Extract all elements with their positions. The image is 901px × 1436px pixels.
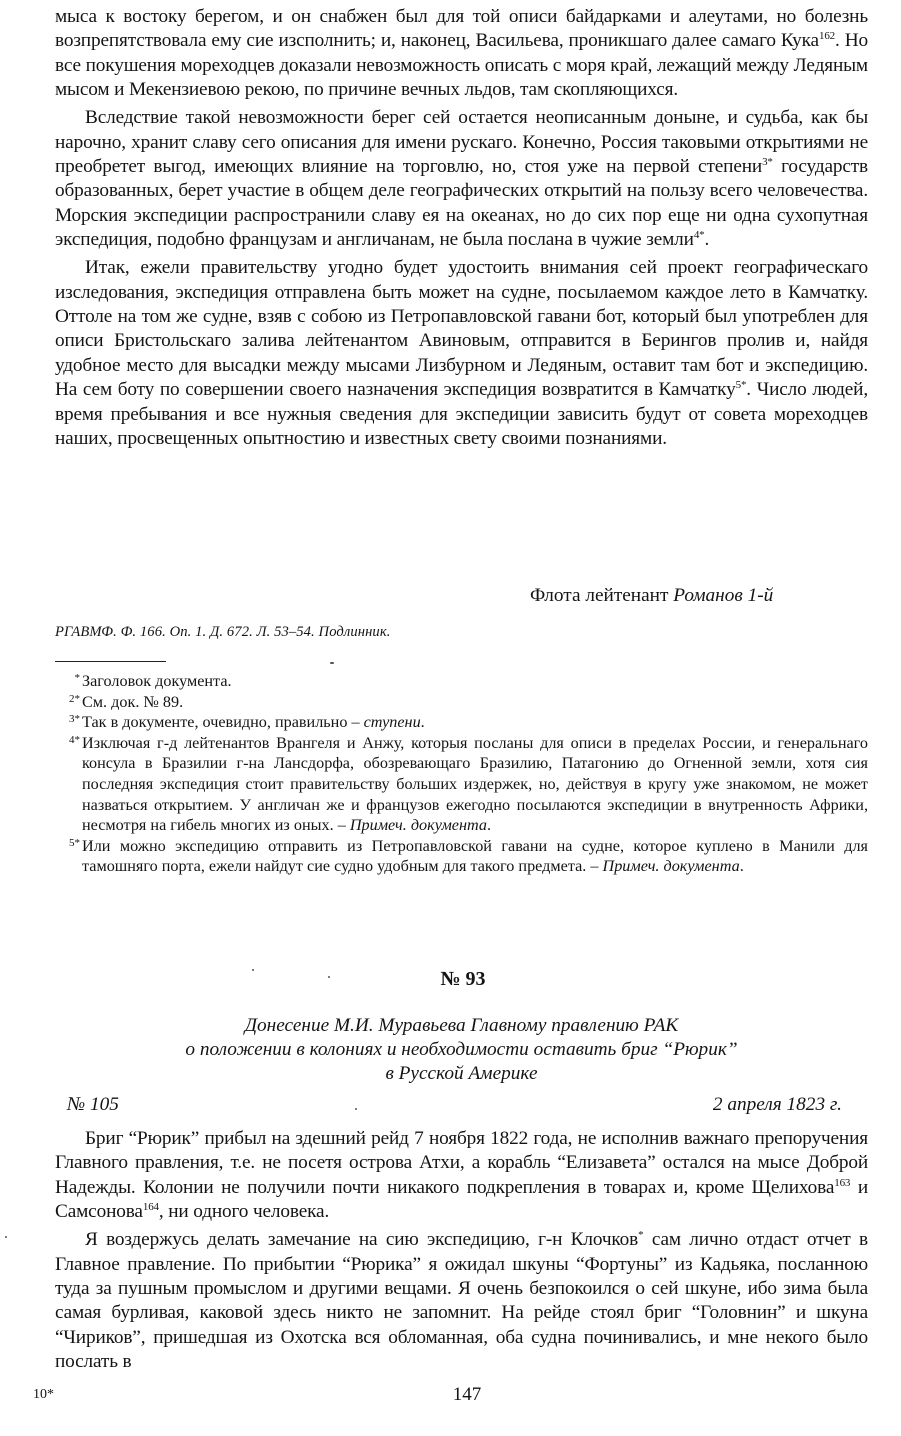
footnote <box>55 733 868 836</box>
footnote <box>55 692 868 713</box>
italic-text: Примеч. документа <box>349 816 488 835</box>
document-date: 2 апреля 1823 г. <box>712 1094 842 1115</box>
signature-mark: 10* <box>33 1387 54 1402</box>
document-title-line: Донесение М.И. Муравьева Главному правлению РАК <box>244 1015 679 1036</box>
footnote-ref: 163 <box>834 1176 851 1189</box>
document-body <box>55 1127 868 1374</box>
text-run: Бриг “Рюрик” прибыл на здешний рейд 7 ноября 1822 года, не исполнив важнаго препоручения Главного правления, т.е. не посетя острова Атхи, а корабль “Елизавета” остался на мысе Доброй Надежды. Колонии не получили почти никакого подкрепления в товарах и, кроме Щелихова <box>55 1128 868 1198</box>
italic-text: Примеч. документа <box>602 857 740 876</box>
text-run: . <box>420 713 425 732</box>
footnote-mark: 4* <box>69 733 80 746</box>
text-run: мыса к востоку берегом, и он снабжен был для той описи байдарками и алеутами, но болезнь возпрепятствовала ему сие изсполнить; и, наконец, Васильева, проникшаго далее самаго Кука <box>55 6 868 52</box>
paragraph <box>55 1228 868 1374</box>
footnote-ref: 162 <box>818 30 836 43</box>
footnote <box>55 836 868 877</box>
text-run: Или можно экспедицию отправить из Петропавловской гавани на судне, которое куплено в Манили для тамошняго порта, ежели найдут сие судно удобным для такого предмета. – <box>82 836 868 876</box>
document-title <box>55 1014 868 1086</box>
scan-speck <box>330 662 334 664</box>
text-run: . <box>487 816 492 835</box>
footnote-ref: 164 <box>142 1201 159 1214</box>
text-run: См. док. № 89. <box>82 692 184 711</box>
scan-speck <box>328 976 330 978</box>
signature-name: Романов 1-й <box>673 585 774 606</box>
text-run: Заголовок документа. <box>82 672 232 690</box>
text-run: сам лично отдаст отчет в Главное правление. По прибытии “Рюрика” я ожидал шкуны “Фортуны” из Кадьяка, посланною туда за пушным промыслом и другими вещами. Я очень безпокоился о сей шкуне, ибо зима была самая бурливая, каковой здесь никто не запомнит. На рейде стоял бриг “Головнин” и шкуна “Чириков”, пришедшая из Охотска вся обломанная, оба судна починивались, и мне некого было послать в <box>55 1229 868 1373</box>
text-run: и Самсонова <box>55 1176 868 1223</box>
italic-text: ступени <box>363 713 421 732</box>
text-run: Итак, ежели правительству угодно будет удостоить внимания сей проект географическаго изследования, экспедиция отправлена быть может на судне, посылаемом каждое лето в Камчатку. Оттоле на том же судне, взяв с собою из Петропавловской гавани бот, который был употреблен для описи Бристольскаго залива лейтенантом Авиновым, отправится в Берингов пролив и, найдя удобное место для высадки между мысами Лизбурном и Ледяным, оставит там бот и экспедицию. На сем боту по совершении своего назначения экспедиция возвратится в Камчатку <box>55 257 868 401</box>
footnote-ref: 4* <box>693 229 705 242</box>
document-meta <box>55 1094 842 1116</box>
footnote-rule <box>55 661 166 662</box>
text-run: , ни одного человека. <box>158 1201 330 1223</box>
signature <box>530 584 773 608</box>
document-title-line: в Русской Америке <box>385 1063 538 1084</box>
text-run: . <box>739 857 744 876</box>
text-run: государств образованных, берет участие в общем деле географических открытий на пользу всего человечества. Морския экспедиции распространили славу ея на океанах, но до сих пор еще ни одна сухопутная экспедиция, подобно французам и англичанам, не была послана в чужие земли <box>55 156 869 251</box>
text-run: Я воздержусь делать замечание на сию экспедицию, г-н Клочков <box>85 1229 639 1251</box>
text-run: . Число людей, время пребывания и все нужныя сведения для экспедиции зависить будут от совета мореходцев наших, просвещенных опытностию и известных свету своими познаниями. <box>55 379 868 449</box>
scan-speck <box>355 1108 357 1110</box>
footnote-ref: 5* <box>735 379 747 392</box>
scan-speck <box>252 969 254 971</box>
document-title-line: о положении в колониях и необходимости оставить бриг “Рюрик” <box>185 1039 738 1060</box>
footnote-mark: 3* <box>69 713 80 726</box>
document-number: № 93 <box>440 968 486 990</box>
archive-source: РГАВМФ. Ф. 166. Оп. 1. Д. 672. Л. 53–54. Подлинник. <box>55 624 391 640</box>
text-run: Изключая г-д лейтенантов Врангеля и Анжу, которыя посланы для описи в пределах России, и генеральнаго консула в Бразилии г-на Лансдорфа, обозревающаго Бразилию, Патагонию до Огненной земли, хотя сия последняя экспедиция стоит правительству больших издержек, но, действуя в кругу уже знакомом, не может назваться открытием. У англичан же и французов ежегодно посылаются экспедиции в внутренность Африки, несмотря на гибель многих из оных. – <box>82 733 868 835</box>
paragraph <box>55 1127 868 1224</box>
paragraph <box>55 106 868 252</box>
continuation-text <box>55 5 868 451</box>
paragraph <box>55 256 868 451</box>
text-run: Так в документе, очевидно, правильно – <box>82 713 364 732</box>
footnote-mark: * <box>74 672 80 684</box>
scan-speck <box>5 1236 7 1238</box>
page-number: 147 <box>452 1384 482 1405</box>
text-run: . Но все покушения мореходцев доказали невозможность описать с моря край, лежащий между Ледяным мысом и Мекензиевою рекою, по причине вечных льдов, там скопляющихся. <box>55 30 869 101</box>
footnote-mark: 5* <box>69 836 80 849</box>
footnote-ref: * <box>638 1229 644 1242</box>
footnote-ref: 3* <box>762 156 773 169</box>
footnote <box>55 712 868 733</box>
paragraph <box>55 5 868 102</box>
text-run: . <box>704 229 710 251</box>
document-ref-number: № 105 <box>67 1094 119 1115</box>
signature-rank: Флота лейтенант <box>530 585 674 606</box>
text-run: Вследствие такой невозможности берег сей остается неописанным доныне, и судьба, как бы нарочно, хранит славу сего описания для имени рускаго. Конечно, Россия таковыми открытиями не преобретет выгод, имеющих влияние на торговлю, но, стоя уже на первой степени <box>55 107 868 178</box>
footnotes <box>55 671 868 877</box>
footnote <box>55 671 868 692</box>
footnote-mark: 2* <box>69 692 80 705</box>
